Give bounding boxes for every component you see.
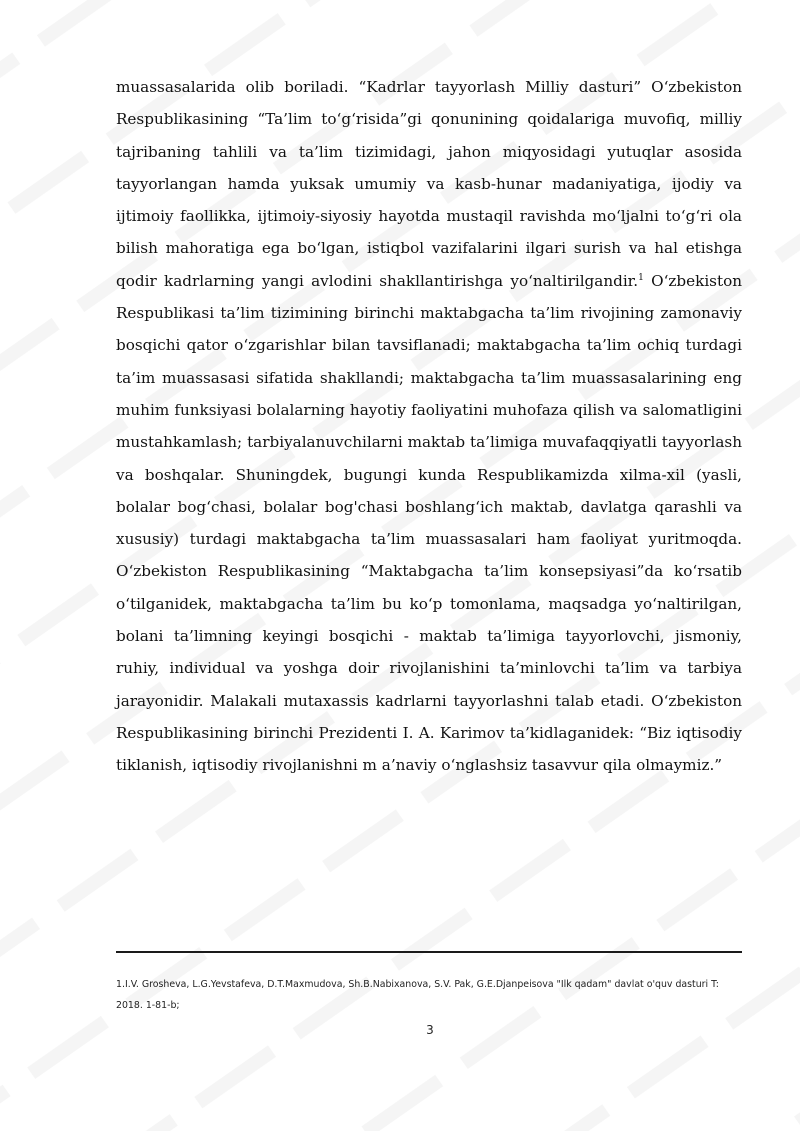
footnote-divider — [116, 951, 742, 953]
body-text-part-1: muassasalarida olib boriladi. “Kadrlar tayyorlash Milliy dasturi” O‘zbekiston Respublikasining “Ta’lim to‘g‘risida”gi qonunining qoidalariga muvofiq, milliy tajribaning tahlili va ta’lim tizimidagi, jahon miqyosidagi yutuqlar asosida tayyorlangan hamda yuksak umumiy va kasb-hunar madaniyatiga, ijodiy va ijtimoiy faollikka, ijtimoiy-siyosiy hayotda mustaqil ravishda mo‘ljalni to‘g‘ri ola bilish mahoratiga ega bo‘lgan, istiqbol vazifalarini ilgari surish va hal etishga qodir kadrlarning yangi avlodini shakllantirishga yo‘naltirilgandir. — [116, 78, 742, 290]
body-paragraph — [116, 71, 742, 782]
footnote-marker[interactable]: 1 — [638, 272, 644, 283]
body-text-part-2: O‘zbekiston Respublikasi ta’lim tizimining birinchi maktabgacha ta’lim rivojining zamonaviy bosqichi qator o‘zgarishlar bilan tavsiflanadi; maktabgacha ta’lim ochiq turdagi ta’im muassasasi sifatida shakllandi; maktabgacha ta’lim muassasalarining eng muhim funksiyasi bolalarning hayotiy faoliyatini muhofaza qilish va salomatligini mustahkamlash; tarbiyalanuvchilarni maktab ta’limiga muvafaqqiyatli tayyorlash va boshqalar. Shuningdek, bugungi kunda Respublikamizda xilma-xil (yasli, bolalar bog‘chasi, bolalar bog'chasi boshlang‘ich maktab, davlatga qarashli va xususiy) turdagi maktabgacha ta’lim muassasalari ham faoliyat yuritmoqda. O‘zbekiston Respublikasining “Maktabgacha ta’lim konsepsiyasi”da ko‘rsatib o‘tilganidek, maktabgacha ta’lim bu ko‘p tomonlama, maqsadga yo‘naltirilgan, bolani ta’limning keyingi bosqichi - maktab ta’limiga tayyorlovchi, jismoniy, ruhiy, individual va yoshga doir rivojlanishini ta’minlovchi ta’lim va tarbiya jarayonidir. Malakali mutaxassis kadrlarni tayyorlashni talab etadi. O‘zbekiston Respublikasining birinchi Prezidenti I. A. Karimov ta’kidlaganidek: “Biz iqtisodiy tiklanish, iqtisodiy rivojlanishni m a’naviy o‘nglashsiz tasavvur qila olmaymiz.” — [116, 271, 743, 775]
footnote-text: 1.I.V. Grosheva, L.G.Yevstafeva, D.T.Maxmudova, Sh.B.Nabixanova, S.V. Pak, G.E.Djanpeisova "Ilk qadam" davlat o'quv dasturi T: 2018. 1-81-b; — [116, 979, 719, 1011]
page-number: 3 — [426, 1023, 434, 1037]
